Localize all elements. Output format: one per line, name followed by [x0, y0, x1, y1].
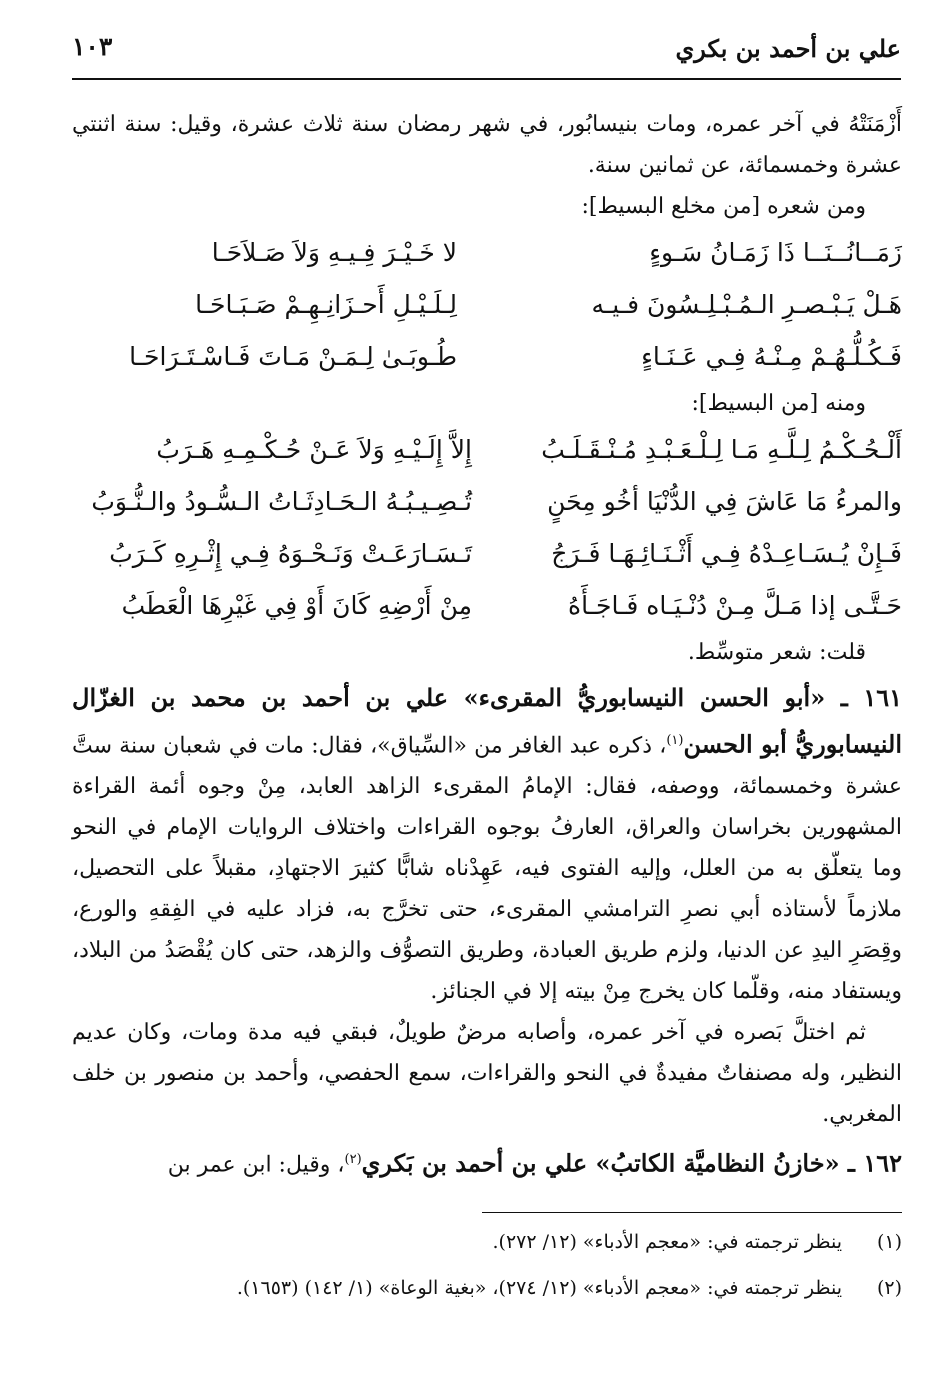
- verse-first-hemistich: فَـإِنْ يُـسَـاعِـدْهُ فِـي أَثْـنَـائِـهَـا فَـرَجُ: [551, 539, 902, 568]
- main-text: [72, 104, 902, 1186]
- verse-line: [72, 528, 902, 580]
- paragraph-opening: أَزْمَنَتْهُ في آخر عمره، ومات بنيسابُور، في شهر رمضان سنة ثلاث عشرة، وقيل: سنة اثنتي عشرة وخمسمائة، عن ثمانين سنة.: [72, 112, 902, 178]
- entry-161-text: ، ذكره عبد الغافر من «السِّياق»، فقال: مات في شعبان سنة ستَّ عشرة وخمسمائة، ووصفه، فقال: الإمامُ المقرىء الزاهد العابد، مِنْ وجوه أئمة القراءة المشهورين بخراسان والعراق، العارفُ بوجوه القراءات واختلاف الروايات الإمام في النحو وما يتعلّق به من العلل، وإليه الفتوى فيه، عَهِدْناه شابًّا كثيرَ الاجتهادِ، مقبلاً على التحصيل، ملازماً لأستاذه أبي نصرِ الترامشي المقرىء، حتى تخرَّج به، فزاد عليه في الفِقهِ والورع، وقِصَرِ اليدِ عن الدنيا، ولزم طريق العبادة، وطريق التصوُّف والزهد، حتى كان يُقْصَدُ من البلاد، ويستفاد منه، وقلّما كان يخرج مِنْ بيته إلا في الجنائز.: [72, 733, 902, 1005]
- verse-first-hemistich: أَلْـحُـكْـمُ لِـلَّـهِ مَـا لِـلْـعَـبْـدِ مُـنْـقَـلَـبُ: [541, 435, 902, 464]
- verse-first-hemistich: فَـكُـلُّـهُـمْ مِـنْـهُ فِـي عَـنَـاءٍ: [641, 342, 902, 371]
- footnote-number: (١): [876, 1231, 902, 1253]
- page-header: [72, 28, 901, 80]
- verse-line: [72, 331, 902, 383]
- footnote-rule: [482, 1212, 902, 1213]
- poem-intro-2: ومنه [من البسيط]:: [691, 391, 866, 416]
- footnote-item: [72, 1265, 902, 1311]
- poem-2: [72, 424, 902, 632]
- verse-first-hemistich: هَـلْ يَـبْـصـرِ الـمُـبْـلِـسُونَ فـيـه: [591, 290, 902, 319]
- verse-line: [72, 227, 902, 279]
- footnote-ref-2[interactable]: (٢): [344, 1152, 362, 1168]
- entry-162-heading: ١٦٢ ـ «خازنُ النظاميَّة الكاتبُ» علي بن أحمد بن بَكري: [361, 1148, 902, 1178]
- footnote-text: ينظر ترجمته في: «معجم الأدباء» (١٢/ ٢٧٢).: [492, 1231, 842, 1253]
- page-number: ١٠٣: [72, 32, 113, 61]
- verse-second-hemistich: إِلاَّ إِلَـيْـهِ وَلاَ عَـنْ حُـكْـمِـهِ هَـرَبُ: [156, 435, 472, 464]
- verse-line: [72, 476, 902, 528]
- verse-second-hemistich: لا خَـيْـرَ فِـيـهِ وَلاَ صَـلاَحَـا: [211, 238, 457, 267]
- poem-intro-1: ومن شعره [من مخلع البسيط]:: [581, 194, 866, 219]
- verse-first-hemistich: والمرءُ مَا عَاشَ فِي الدُّنْيَا أخُو مِحَنٍ: [547, 487, 902, 516]
- poem-1: [72, 227, 902, 383]
- entry-161: [72, 677, 902, 1012]
- verse-second-hemistich: تَـسَـارَعَـتْ وَنَـحْـوَهُ فِـي إِثْـرِهِ كَـرَبُ: [109, 539, 472, 568]
- verse-line: [72, 424, 902, 476]
- verse-first-hemistich: زَمَــانُــنَــا ذَا زَمَـانُ سَـوءٍ: [649, 238, 902, 267]
- verse-second-hemistich: مِنْ أَرْضِهِ كَانَ أَوْ فِي غَيْرِهَا الْعَطَبُ: [121, 591, 472, 620]
- paragraph-after-161: ثم اختلَّ بَصره في آخر عمره، وأصابه مرضٌ طويلٌ، فبقي فيه مدة ومات، وكان عديم النظير، وله مصنفاتٌ مفيدةٌ في النحو والقراءات، سمع الحفصي، وأحمد بن منصور بن خلف المغربي.: [72, 1020, 902, 1128]
- entry-162-text: ، وقيل: ابن عمر بن: [167, 1152, 345, 1178]
- footnote-text: ينظر ترجمته في: «معجم الأدباء» (١٢/ ٢٧٤)، «بغية الوعاة» (١/ ١٤٢) (١٦٥٣).: [236, 1277, 842, 1299]
- editor-comment: قلت: شعر متوسِّط.: [687, 640, 866, 665]
- header-rule: [72, 78, 901, 80]
- footnote-number: (٢): [876, 1277, 902, 1299]
- verse-second-hemistich: لِـلَـيْـلِ أَحـزَانِـهِـمْ صَـبَـاحَـا: [195, 290, 457, 319]
- entry-162: [72, 1139, 902, 1185]
- verse-line: [72, 279, 902, 331]
- footnotes: [72, 1212, 902, 1311]
- footnote-ref-1[interactable]: (١): [666, 733, 684, 748]
- verse-line: [72, 580, 902, 632]
- verse-second-hemistich: تُـصِـيـبُـهُ الـحَـادِثَـاتُ الـسُّـودُ والـنُّـوَبُ: [91, 487, 472, 516]
- verse-first-hemistich: حَـتَّـى إذا مَـلَّ مِـنْ دُنْـيَـاه فَـاجَـأَهُ: [567, 591, 902, 620]
- verse-second-hemistich: طُـوبَـىٰ لِـمَـنْ مَـاتَ فَـاسْـتَـرَاحَـا: [129, 342, 457, 371]
- entry-161-heading: ١٦١ ـ «أبو الحسن النيسابوريُّ المقرىء» علي بن أحمد بن محمد بن الغزّال النيسابوريُّ أبو الحسن: [72, 683, 902, 759]
- footnote-item: [72, 1219, 902, 1265]
- running-title: علي بن أحمد بن بكري: [675, 34, 901, 63]
